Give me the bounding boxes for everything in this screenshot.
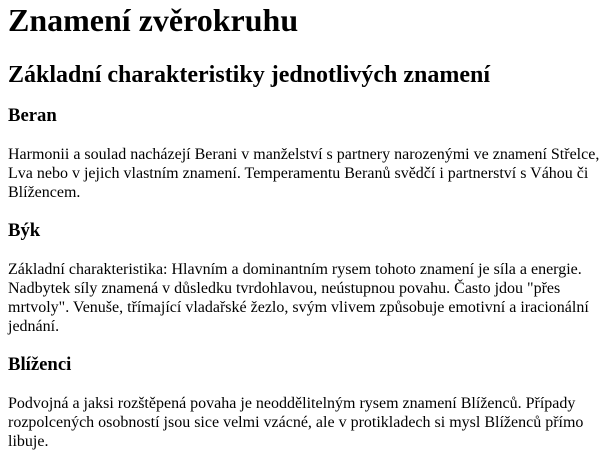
section-heading-byk: Býk bbox=[8, 220, 41, 241]
page-subtitle: Základní charakteristiky jednotlivých znamení bbox=[8, 62, 491, 88]
section-heading-blizenci: Blíženci bbox=[8, 354, 72, 375]
page-title: Znamení zvěrokruhu bbox=[8, 2, 299, 38]
section-text-blizenci: Podvojná a jaksi rozštěpená povaha je neoddělitelným rysem znamení Blíženců. Případy rozpolcených osobností jsou sice velmi vzácné, ale v protikladech si mysl Blíženců přímo libuje. bbox=[8, 395, 584, 450]
section-beran bbox=[8, 105, 603, 202]
section-text-byk: Základní charakteristika: Hlavním a dominantním rysem tohoto znamení je síla a energie. Nadbytek síly znamená v důsledku tvrdohlavou, neústupnou povahu. Často jdou "přes mrtvoly". Venuše, třímající vladařské žezlo, svým vlivem způsobuje emotivní a iracionální jednání. bbox=[8, 261, 589, 335]
section-blizenci bbox=[8, 354, 603, 451]
section-byk bbox=[8, 220, 603, 336]
section-text-beran: Harmonii a soulad nacházejí Berani v manželství s partnery narozenými ve znamení Střelce, Lva nebo v jejich vlastním znamení. Temperamentu Beranů svědčí i partnerství s Váhou či Blížencem. bbox=[8, 146, 600, 201]
section-heading-beran: Beran bbox=[8, 105, 57, 126]
